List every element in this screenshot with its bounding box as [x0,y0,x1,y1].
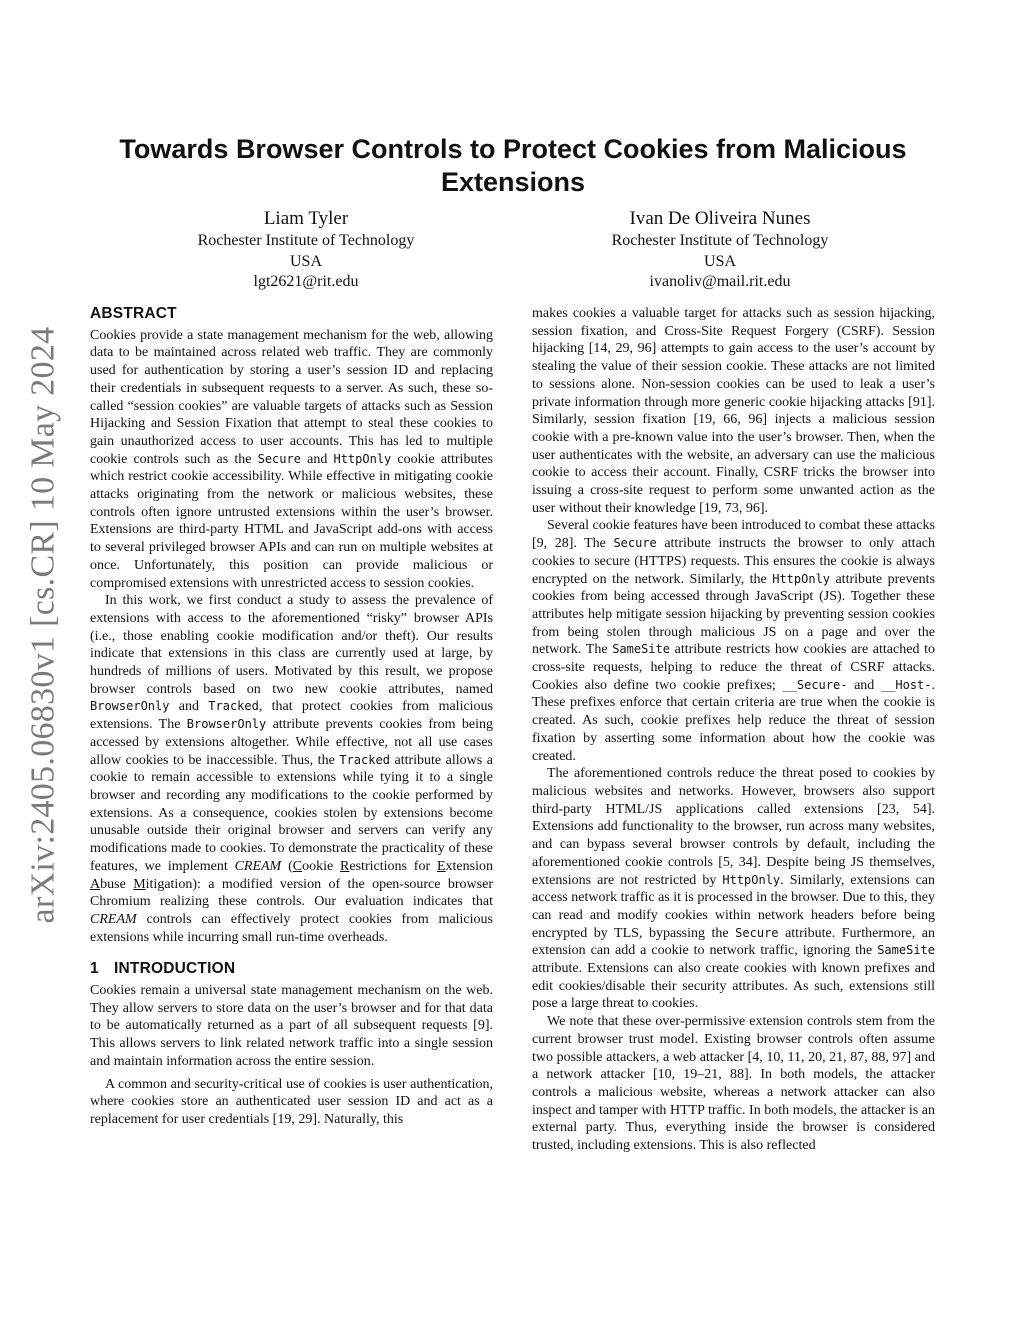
author-country: USA [289,252,322,270]
code-browseronly: BrowserOnly [90,699,170,714]
body-paragraph-2: Several cookie features have been introduced to combat these attacks [9, 28]. The Secure attribute instructs the browser to only attach cookies to secure (HTTPS) requests. This ensures the cookie is always encrypted on the network. Similarly, the HttpOnly attribute prevents cookies from being accessed through JavaScript (JS). Together these attributes help mitigate session hijacking by preventing session cookies from being stolen through malicious JS on a page and over the network. The SameSite attribute restricts how cookies are attached to cross-site requests, helping to reduce the threat of CSRF attacks. Cookies also define two cookie prefixes; __Secure- and __Host-. These prefixes enforce that certain criteria are true when the cookie is created. As such, cookie prefixes help reduce the threat of session fixation by asserting some information about how the cookie was created. [532,518,936,764]
right-column [532,305,935,1155]
author-country: USA [703,252,736,270]
cream-name: CREAM [90,911,137,927]
body-paragraph-4: We note that these over-permissive extension controls stem from the current browser trust model. Existing browser controls often assume two possible attackers, a web attacker [4, 10, 11, 20, 21, 87, 88, 97] and a network attacker [10, 19–21, 88]. In both models, the attacker controls a malicious website, whereas a network attacker can also inspect and tamper with HTTP traffic. In both models, the attacker is an external party. Thus, everything inside the browser is considered trusted, including extensions. This is also reflected [532,1014,935,1154]
code-secure: Secure [735,925,779,940]
author-name: Liam Tyler [263,208,349,229]
paper-title: Towards Browser Controls to Protect Cookies from Malicious Extensions [119,134,907,197]
abstract-paragraph-1: Cookies provide a state management mechanism for the web, allowing data to be maintained across related web traffic. They are commonly used for authentication by storing a user’s session ID and replacing their credentials in subsequent requests to a server. As such, these so-called “session cookies” are valuable targets of attacks such as Session Hijacking and Session Fixation that attempt to steal these cookies to gain unauthorized access to user accounts. This has led to multiple cookie controls such as the Secure and HttpOnly cookie attributes which restrict cookie accessibility. While effective in mitigating cookie attacks originating from the network or malicious websites, these controls often ignore untrusted extensions within the user’s browser. Extensions are third-party HTML and JavaScript add-ons with access to several privileged browser APIs and can run on multiple websites at once. Unfortunately, this position can provide malicious or compromised extensions with unrestricted access to session cookies. [90,327,493,591]
code-httponly: HttpOnly [722,872,781,887]
code-tracked: Tracked [339,752,390,767]
intro-paragraph-2: A common and security-critical use of cookies is user authentication, where cookies store an authenticated user session ID and act as a replacement for user credentials [19, 29]. Naturally, this [90,1076,493,1127]
code-tracked: Tracked [208,699,259,714]
code-host-prefix: __Host- [880,677,932,692]
code-secure-prefix: __Secure- [782,677,848,692]
code-samesite: SameSite [612,642,670,657]
abstract-heading: ABSTRACT [90,305,177,322]
body-paragraph-1: makes cookies a valuable target for attacks such as session hijacking, session fixation, and Cross-Site Request Forgery (CSRF). Session hijacking [14, 29, 96] attempts to gain access to the user’s account by stealing the value of their session cookie. These attacks are not limited to sessions alone. Non-session cookies can be used to leak a user’s private information through more generic cookie hijacking attacks [91]. Similarly, session fixation [19, 66, 96] injects a malicious session cookie with a pre-known value into the user’s browser. Then, when the user authenticates with the website, an adversary can use the malicious cookie to access their account. Finally, CSRF tricks the browser into issuing a cross-site request to perform some unwanted action as the user without their knowledge [19, 73, 96]. [532,306,935,516]
code-httponly: HttpOnly [772,571,831,586]
code-secure: Secure [613,536,657,551]
arxiv-identifier-stamp [8,300,78,950]
author-block-2 [540,207,900,293]
arxiv-identifier-text: arXiv:2405.06830v1 [cs.CR] 10 May 2024 [24,326,61,924]
code-browseronly: BrowserOnly [186,717,267,732]
author-email: ivanoliv@mail.rit.edu [649,273,791,290]
left-column [90,305,493,1129]
code-samesite: SameSite [877,943,935,958]
author-affiliation: Rochester Institute of Technology [611,232,829,249]
code-httponly: HttpOnly [333,451,392,466]
abstract-paragraph-2: In this work, we first conduct a study to assess the prevalence of extensions with access to the aforementioned “risky” browser APIs (i.e., those enabling cookie modification and/or theft). Our results indicate that extensions in this class are currently used at large, by hundreds of millions of users. Motivated by this result, we propose browser controls based on two new cookie attributes, named BrowserOnly and Tracked, that protect cookies from malicious extensions. The BrowserOnly attribute prevents cookies from being accessed by extensions altogether. While effective, not all use cases allow cookies to be inaccessible. Thus, the Tracked attribute allows a cookie to remain accessible to extensions while tying it to a single browser and recording any modifications to the cookie performed by extensions. As a consequence, cookies stolen by extensions become unusable outside their original browser and servers can verify any modifications made to cookies. To demonstrate the practicality of these features, we implement CREAM (Cookie Restrictions for Extension Abuse Mitigation): a modified version of the open-source browser Chromium realizing these controls. Our evaluation indicates that CREAM controls can effectively protect cookies from malicious extensions while incurring small run-time overheads. [90,593,494,945]
intro-paragraph-1: Cookies remain a universal state management mechanism on the web. They allow servers to store data on the user’s browser and for that data to be automatically returned as a part of all subsequent requests [9]. This allows servers to link related network traffic into a single session and maintain information across the entire session. [90,983,493,1069]
cream-name: CREAM [234,858,282,874]
author-email: lgt2621@rit.edu [253,273,359,290]
body-paragraph-3: The aforementioned controls reduce the threat posed to cookies by malicious websites and networks. However, browsers also support third-party HTML/JS applications called extensions [23, 54]. Extensions add functionality to the browser, run across many websites, and can bypass several browser controls by default, including the aforementioned cookie controls [5, 34]. Despite being JS themselves, extensions are not restricted by HttpOnly. Similarly, extensions can access network traffic as it is processed in the browser. Due to this, they can read and modify cookies within network headers before being encrypted by TLS, bypassing the Secure attribute. Furthermore, an extension can add a cookie to network traffic, ignoring the SameSite attribute. Extensions can also create cookies with known prefixes and edit cookies/disable their security attributes. As such, extensions still pose a large threat to cookies. [532,766,936,1012]
section-number: 1 [90,960,99,978]
introduction-heading [90,960,493,978]
author-affiliation: Rochester Institute of Technology [197,232,415,249]
section-title: INTRODUCTION [114,960,236,978]
code-secure: Secure [257,451,301,466]
author-block-1 [130,207,482,293]
author-name: Ivan De Oliveira Nunes [629,208,811,229]
